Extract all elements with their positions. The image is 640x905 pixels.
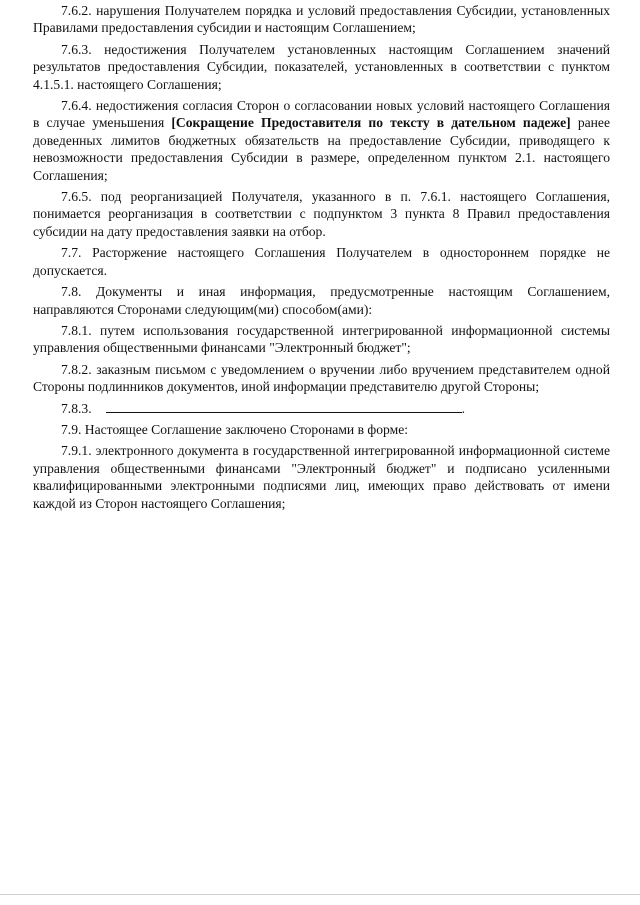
paragraph-number: 7.6.4. — [61, 98, 92, 114]
paragraph-7-8-3 — [33, 400, 610, 417]
paragraph-number: 7.6.3. — [61, 41, 92, 57]
paragraph-number: 7.9.1. — [61, 443, 92, 459]
paragraph-number: 7.8. — [61, 284, 82, 300]
paragraph-number: 7.8.3. — [61, 400, 92, 416]
paragraph-7-9-1 — [33, 442, 610, 512]
paragraph-number: 7.9. — [61, 421, 82, 437]
paragraph-7-8-2 — [33, 361, 610, 396]
paragraph-number: 7.8.2. — [61, 361, 92, 377]
paragraph-7-6-2 — [33, 2, 610, 37]
paragraph-7-6-5 — [33, 188, 610, 240]
paragraph-text: электронного документа в государственной интегрированной информационной системе управления общественными финансами "Электронный бюджет" и подписано усиленными квалифицированными электронными подписями лиц, имеющих право действовать от имени каждой из Сторон настоящего Соглашения; — [33, 443, 610, 511]
paragraph-trailing-period: . — [461, 400, 465, 416]
paragraph-text: под реорганизацией Получателя, указанного в п. 7.6.1. настоящего Соглашения, понимается реорганизация в соответствии с подпунктом 3 пункта 8 Правил предоставления субсидии на дату предоставления заявки на отбор. — [33, 189, 610, 239]
paragraph-text-before: недостижения согласия Сторон о согласовании новых условий настоящего Соглашения в случае уменьшения — [33, 98, 610, 131]
paragraph-text: Расторжение настоящего Соглашения Получателем в одностороннем порядке не допускается. — [33, 245, 610, 278]
paragraph-text: Настоящее Соглашение заключено Сторонами в форме: — [84, 421, 409, 437]
paragraph-number: 7.6.5. — [61, 189, 92, 205]
paragraph-text: заказным письмом с уведомлением о вручении либо вручением представителем одной Стороны подлинников документов, иной информации представителю другой Стороны; — [33, 361, 610, 395]
placeholder-bold-text: [Сокращение Предоставителя по тексту в дательном падеже] — [171, 115, 571, 131]
paragraph-7-9 — [33, 421, 610, 438]
paragraph-7-8 — [33, 283, 610, 318]
paragraph-7-6-4 — [33, 97, 610, 184]
paragraph-7-6-3 — [33, 41, 610, 93]
paragraph-text: Документы и иная информация, предусмотренные настоящим Соглашением, направляются Сторонами следующим(ми) способом(ами): — [33, 284, 610, 317]
paragraph-text: путем использования государственной интегрированной информационной системы управления общественными финансами "Электронный бюджет"; — [33, 322, 610, 356]
paragraph-number: 7.7. — [61, 245, 82, 261]
paragraph-text-after: ранее доведенных лимитов бюджетных обязательств на предоставление Субсидии, приводящего к невозможности предоставления Субсидии в размере, определенном пунктом 2.1. настоящего Соглашения; — [33, 115, 610, 183]
paragraph-7-8-1 — [33, 322, 610, 357]
paragraph-text: нарушения Получателем порядка и условий предоставления Субсидии, установленных Правилами предоставления субсидии и настоящим Соглашением; — [33, 3, 611, 36]
paragraph-text: недостижения Получателем установленных настоящим Соглашением значений результатов предоставления Субсидии, показателей, установленных в соответствии с пунктом 4.1.5.1. настоящего Соглашения; — [33, 41, 610, 92]
page-bottom-divider — [0, 894, 640, 895]
paragraph-number: 7.8.1. — [61, 322, 92, 338]
paragraph-number: 7.6.2. — [61, 3, 92, 18]
paragraph-7-7 — [33, 244, 610, 279]
fill-in-blank-line — [106, 401, 462, 413]
document-body — [33, 2, 610, 516]
